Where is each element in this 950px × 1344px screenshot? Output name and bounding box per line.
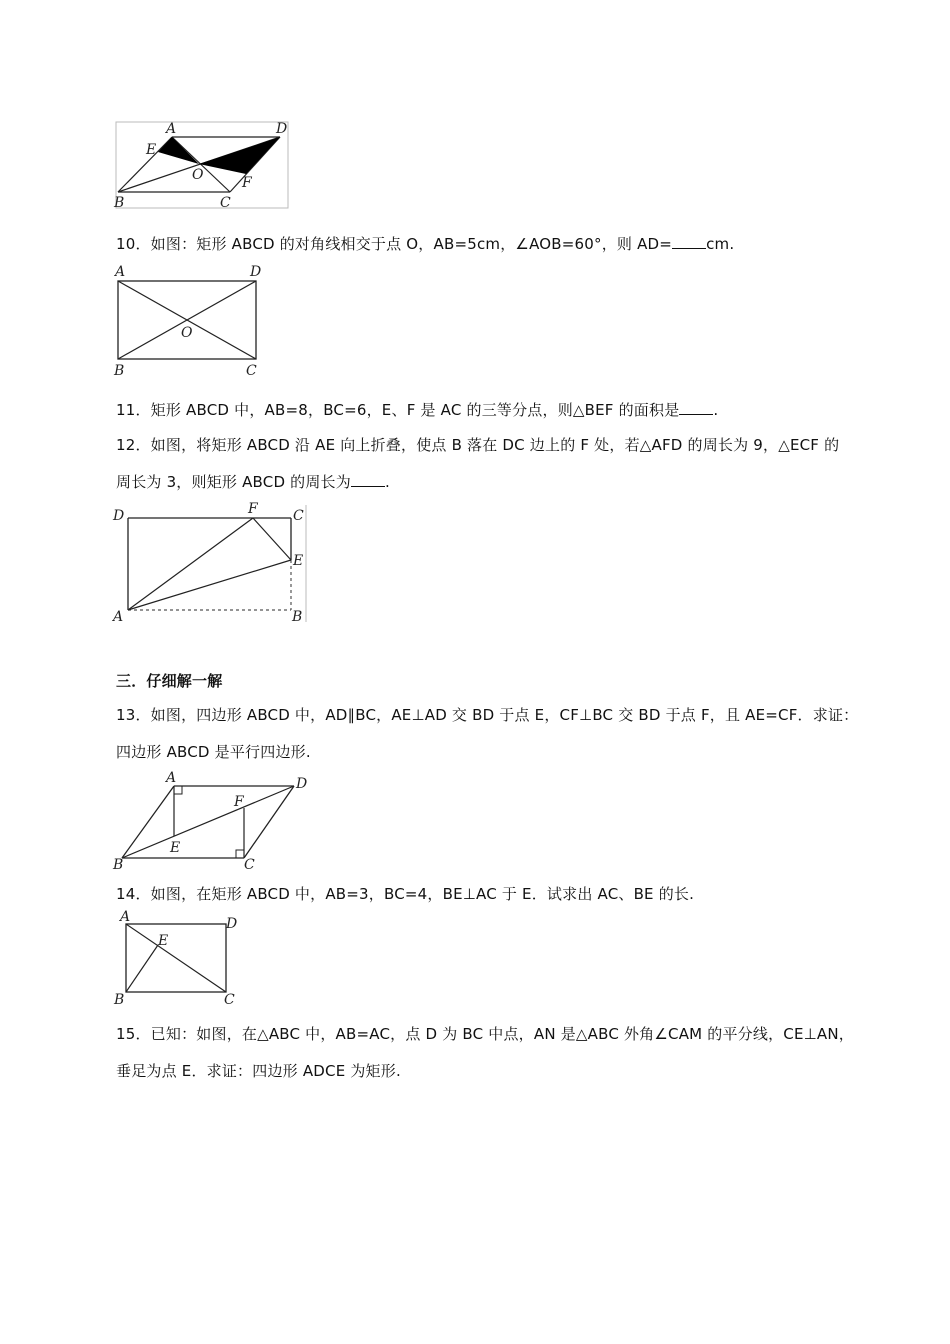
figure-q12 (110, 500, 310, 625)
label-o: O (192, 167, 204, 183)
label-e: E (158, 933, 169, 949)
label-f: F (248, 501, 258, 517)
label-b: B (114, 195, 125, 211)
figure-q12-diagram (110, 500, 310, 625)
shaded-triangle-left (158, 137, 199, 164)
figure-q13-diagram (110, 768, 315, 873)
right-angle-mark-c (236, 850, 244, 858)
diagonal-ac (126, 924, 226, 992)
label-a: A (166, 121, 177, 137)
question-11 (116, 400, 718, 420)
label-c: C (246, 363, 257, 379)
label-e: E (146, 142, 157, 158)
q10-text: 10．如图：矩形 ABCD 的对角线相交于点 O，AB=5cm，∠AOB=60°，则 AD= (116, 235, 673, 253)
figure-q10-diagram (110, 263, 265, 381)
segment-af (128, 518, 253, 610)
label-b: B (113, 857, 124, 873)
label-a: A (166, 770, 177, 786)
section-3-heading: 三．仔细解一解 (116, 672, 223, 690)
label-d: D (276, 121, 288, 137)
label-c: C (220, 195, 231, 211)
figure-q13 (110, 768, 315, 873)
edge-ab (118, 137, 172, 192)
right-angle-mark-a (174, 786, 182, 794)
question-13-line2: 四边形 ABCD 是平行四边形. (116, 743, 311, 761)
figure-q14-diagram (110, 908, 245, 1008)
question-14: 14．如图，在矩形 ABCD 中，AB=3，BC=4，BE⊥AC 于 E．试求出 AC、BE 的长. (116, 885, 695, 903)
label-o: O (181, 325, 193, 341)
q12-end: . (384, 473, 390, 491)
label-b: B (114, 992, 125, 1008)
q11-end: . (713, 401, 719, 419)
label-d: D (250, 264, 262, 280)
question-12-line1: 12．如图，将矩形 ABCD 沿 AE 向上折叠，使点 B 落在 DC 边上的 F 处，若△AFD 的周长为 9，△ECF 的 (116, 436, 840, 454)
q11-text: 11．矩形 ABCD 中，AB=8，BC=6，E、F 是 AC 的三等分点，则△BEF 的面积是 (116, 401, 680, 419)
figure-q9 (110, 120, 295, 215)
figure-q9-diagram (110, 120, 295, 215)
q12-text: 周长为 3，则矩形 ABCD 的周长为 (116, 473, 351, 491)
label-e: E (170, 840, 181, 856)
label-b: B (292, 609, 303, 625)
q11-answer-blank[interactable] (679, 400, 713, 415)
segment-fe (253, 518, 291, 560)
label-d: D (226, 916, 238, 932)
q10-answer-blank[interactable] (672, 234, 706, 249)
question-15-line2: 垂足为点 E．求证：四边形 ADCE 为矩形. (116, 1062, 401, 1080)
question-12-line2 (116, 472, 390, 492)
segment-ae (128, 560, 291, 610)
question-15-line1: 15．已知：如图，在△ABC 中，AB=AC，点 D 为 BC 中点，AN 是△ABC 外角∠CAM 的平分线，CE⊥AN， (116, 1025, 854, 1043)
figure-q14 (110, 908, 245, 1008)
label-b: B (114, 363, 125, 379)
question-10 (116, 234, 734, 254)
label-a: A (113, 609, 124, 625)
label-c: C (224, 992, 235, 1008)
shaded-triangle-right (199, 137, 280, 174)
q10-unit: cm. (706, 235, 735, 253)
label-a: A (120, 909, 131, 925)
label-d: D (296, 776, 308, 792)
label-c: C (244, 857, 255, 873)
question-13-line1: 13．如图，四边形 ABCD 中，AD∥BC，AE⊥AD 交 BD 于点 E，CF⊥BC 交 BD 于点 F，且 AE=CF．求证： (116, 706, 859, 724)
label-d: D (113, 508, 125, 524)
label-f: F (234, 794, 244, 810)
figure-q10 (110, 263, 265, 381)
segment-be (126, 945, 158, 992)
label-f: F (242, 175, 252, 191)
label-e: E (293, 553, 304, 569)
q12-answer-blank[interactable] (351, 472, 385, 487)
label-c: C (293, 508, 304, 524)
label-a: A (115, 264, 126, 280)
